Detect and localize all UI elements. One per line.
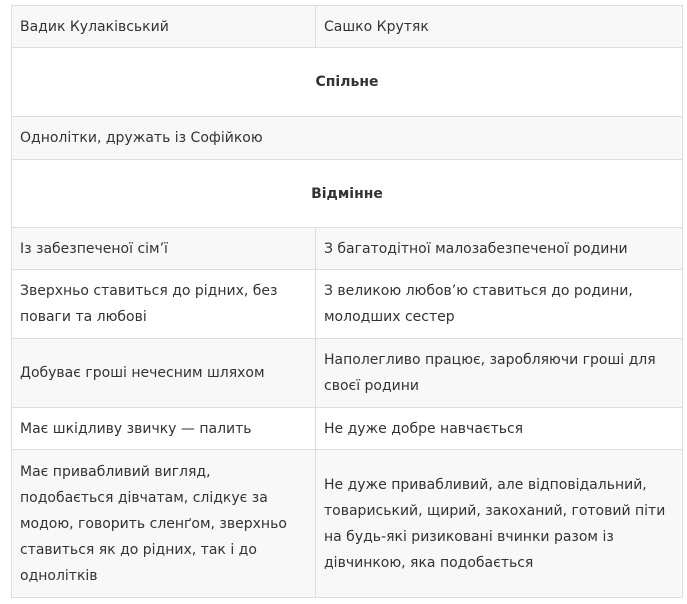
section-title-differences: Відмінне [12, 160, 683, 228]
table-cell: Зверхньо ставиться до рідних, без поваги та любові [12, 270, 316, 339]
table-row [12, 450, 683, 598]
table-cell: Із забезпеченої сім’ї [12, 228, 316, 270]
header-row [12, 6, 683, 48]
table-row [12, 270, 683, 339]
header-cell-vadyk: Вадик Кулаківський [12, 6, 316, 48]
table-cell: Не дуже привабливий, але відповідальний, товариський, щирий, закоханий, готовий піти на будь-які ризиковані вчинки разом із дівчинкою, яка подобається [316, 450, 683, 598]
table-cell: Добуває гроші нечесним шляхом [12, 339, 316, 408]
table-cell: Має привабливий вигляд, подобається дівчатам, слідкує за модою, говорить сленґом, зверхньо ставиться як до рідних, так і до однолітків [12, 450, 316, 598]
section-title-common: Спільне [12, 48, 683, 117]
table-cell: Наполегливо працює, заробляючи гроші для своєї родини [316, 339, 683, 408]
comparison-table [11, 5, 683, 598]
table-cell: Не дуже добре навчається [316, 408, 683, 450]
table-row [12, 408, 683, 450]
table-row [12, 228, 683, 270]
table-cell: З багатодітної малозабезпеченої родини [316, 228, 683, 270]
header-cell-sashko: Сашко Крутяк [316, 6, 683, 48]
section-row-common [12, 48, 683, 117]
table-row [12, 339, 683, 408]
table-cell: Має шкідливу звичку — палить [12, 408, 316, 450]
table-row-common [12, 117, 683, 160]
common-text-cell: Однолітки, дружать із Софійкою [12, 117, 683, 160]
table-cell: З великою любов’ю ставиться до родини, молодших сестер [316, 270, 683, 339]
section-row-differences [12, 160, 683, 228]
